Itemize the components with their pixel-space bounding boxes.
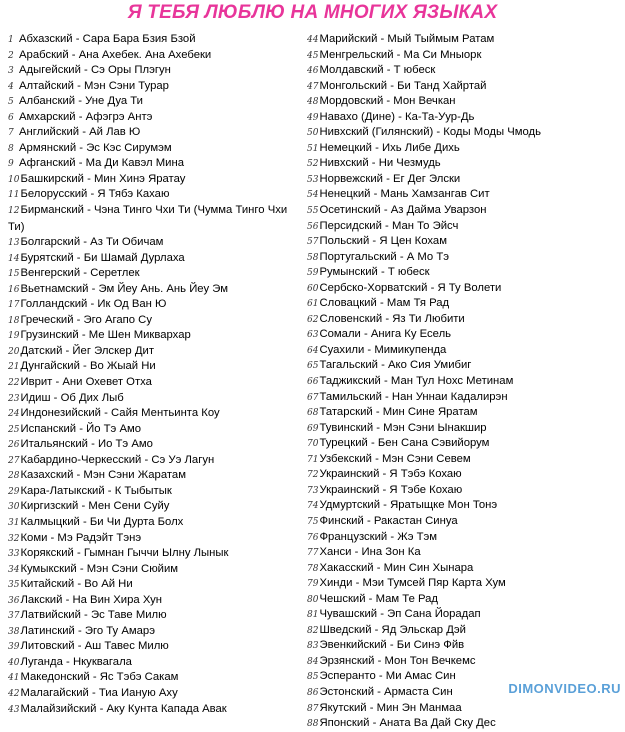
item-number: 38 <box>8 626 20 637</box>
item-text: Грузинский - Ме Шен Миквархар <box>20 329 191 342</box>
list-item <box>307 530 623 546</box>
item-text: Лакский - На Вин Хира Хун <box>20 593 162 606</box>
list-item <box>8 484 304 500</box>
item-text: Малайзийский - Аку Кунта Капада Авак <box>20 702 227 715</box>
item-number: 22 <box>8 378 20 389</box>
item-number: 71 <box>307 454 319 465</box>
item-text: Словенский - Яз Ти Любити <box>319 312 465 325</box>
item-text: Норвежский - Ег Дег Элски <box>319 172 461 185</box>
list-item <box>307 436 623 452</box>
item-number: 8 <box>8 143 14 154</box>
item-text: Суахили - Мимикупенда <box>319 343 447 356</box>
item-number: 70 <box>307 439 319 450</box>
page-title: Я ТЕБЯ ЛЮБЛЮ НА МНОГИХ ЯЗЫКАХ <box>127 2 498 23</box>
item-text: Калмыцкий - Би Чи Дурта Болх <box>20 515 184 528</box>
item-text: Хинди - Мэи Тумсей Пяр Карта Хум <box>319 577 506 590</box>
item-number: 62 <box>307 314 319 325</box>
item-number: 75 <box>307 516 319 527</box>
item-text: Луганда - Нкуквагала <box>20 655 132 668</box>
list-item <box>8 624 304 640</box>
item-number: 23 <box>8 393 20 404</box>
list-item <box>8 266 304 282</box>
list-item <box>307 545 623 561</box>
item-number: 61 <box>307 299 319 310</box>
item-text: Шведский - Яд Эльскар Дэй <box>319 623 466 636</box>
item-number: 68 <box>307 408 319 419</box>
item-text: Албанский - Уне Дуа Ти <box>19 95 143 108</box>
item-number: 57 <box>307 237 319 248</box>
item-text: Менгрельский - Ма Си Мныорк <box>319 48 482 61</box>
list-item <box>8 639 304 655</box>
list-item <box>307 514 623 530</box>
item-text: Нивхский - Ни Чезмудь <box>319 157 441 170</box>
item-text: Чувашский - Эп Сана Йорадап <box>319 608 481 621</box>
list-item <box>8 282 304 298</box>
item-text: Греческий - Эго Агапо Су <box>20 313 152 326</box>
list-item <box>8 499 304 515</box>
list-item <box>8 297 304 313</box>
item-number: 59 <box>307 268 319 279</box>
item-number: 44 <box>307 35 319 45</box>
list-item <box>8 48 304 64</box>
list-item <box>8 94 304 110</box>
list-item <box>8 203 304 235</box>
item-number: 84 <box>307 656 319 667</box>
item-number: 50 <box>307 128 319 139</box>
item-number: 14 <box>8 253 20 264</box>
item-text: Тагальский - Ако Сия Умибиг <box>319 359 472 372</box>
list-item <box>307 79 623 95</box>
item-text: Латинский - Эго Ту Амарэ <box>20 624 155 637</box>
item-text: Кумыкский - Мэн Сэни Сюйим <box>20 562 179 575</box>
list-item <box>307 125 623 141</box>
item-text: Индонезийский - Сайя Ментьинта Коу <box>20 407 220 420</box>
item-number: 65 <box>307 361 319 372</box>
item-number: 49 <box>307 112 319 123</box>
item-number: 69 <box>307 423 319 434</box>
list-item <box>307 452 623 468</box>
item-number: 30 <box>8 502 20 513</box>
item-number: 19 <box>8 331 20 342</box>
watermark: DIMONVIDEO.RU <box>508 681 621 696</box>
list-item <box>307 623 623 639</box>
item-text: Испанский - Йо Тэ Амо <box>20 422 142 435</box>
item-text: Немецкий - Ихь Либе Дихь <box>319 141 460 154</box>
item-text: Ханси - Ина Зон Ка <box>319 546 421 559</box>
item-number: 11 <box>8 190 20 201</box>
item-number: 9 <box>8 159 14 170</box>
item-number: 46 <box>307 66 319 77</box>
list-item <box>8 344 304 360</box>
list-item <box>307 219 623 235</box>
list-item <box>8 655 304 671</box>
item-text: Киргизский - Мен Сени Суйу <box>20 500 170 513</box>
item-text: Армянский - Эс Кэс Сирумэм <box>19 141 172 154</box>
item-text: Мордовский - Мон Вечкан <box>319 95 456 108</box>
item-number: 53 <box>307 174 319 185</box>
item-text: Дунгайский - Во Жыай Ни <box>20 360 156 373</box>
item-number: 21 <box>8 362 20 373</box>
item-text: Болгарский - Аз Ти Обичам <box>20 236 164 249</box>
item-number: 87 <box>307 703 319 714</box>
item-text: Польский - Я Цен Кохам <box>319 235 447 248</box>
item-number: 10 <box>8 174 20 185</box>
item-number: 17 <box>8 300 20 311</box>
item-number: 36 <box>8 595 20 606</box>
list-item <box>307 312 623 328</box>
item-text: Иврит - Ани Охевет Отха <box>20 376 152 389</box>
list-item <box>8 670 304 686</box>
list-item <box>307 172 623 188</box>
list-item <box>8 531 304 547</box>
item-text: Румынский - Т юбеск <box>319 266 430 279</box>
item-text: Эсперанто - Ми Амас Син <box>319 670 456 683</box>
item-number: 28 <box>8 471 20 482</box>
item-number: 18 <box>8 315 20 326</box>
item-text: Литовский - Аш Тавес Милю <box>20 640 169 653</box>
item-number: 43 <box>8 704 20 715</box>
item-number: 39 <box>8 642 20 653</box>
item-text: Словацкий - Мам Тя Рад <box>319 297 450 310</box>
item-number: 34 <box>8 564 20 575</box>
item-text: Бирманский - Чэна Тинго Чхи Ти (Чумма Тинго Чхи Ти) <box>8 204 288 233</box>
list-item <box>8 125 304 141</box>
list-item <box>8 437 304 453</box>
item-number: 85 <box>307 672 319 683</box>
item-number: 73 <box>307 485 319 496</box>
item-text: Башкирский - Мин Хинэ Яратау <box>20 172 186 185</box>
item-number: 66 <box>307 377 319 388</box>
item-number: 5 <box>8 97 14 108</box>
list-item <box>8 515 304 531</box>
list-item <box>8 686 304 702</box>
list-item <box>307 234 623 250</box>
item-text: Навахо (Дине) - Ка-Та-Уур-Дь <box>319 110 475 123</box>
item-number: 26 <box>8 440 20 451</box>
item-number: 6 <box>8 112 14 123</box>
item-text: Украинский - Я Тэбэ Кохаю <box>319 468 462 481</box>
item-number: 77 <box>307 548 319 559</box>
list-item <box>307 374 623 390</box>
item-number: 1 <box>8 35 14 45</box>
list-item <box>8 187 304 203</box>
item-text: Нивхский (Гилянский) - Коды Моды Чмодь <box>319 126 542 139</box>
item-text: Тамильский - Нан Уннаи Кадалирэн <box>319 390 508 403</box>
item-text: Украинский - Я Тэбе Кохаю <box>319 483 463 496</box>
list-item <box>307 327 623 343</box>
list-item <box>8 328 304 344</box>
item-number: 32 <box>8 533 20 544</box>
list-item <box>307 281 623 297</box>
item-number: 35 <box>8 580 20 591</box>
list-item <box>8 79 304 95</box>
list-item <box>307 296 623 312</box>
item-number: 7 <box>8 128 14 139</box>
item-text: Вьетнамский - Эм Йеу Ань. Ань Йеу Эм <box>20 282 229 295</box>
item-number: 31 <box>8 517 20 528</box>
item-number: 67 <box>307 392 319 403</box>
list-item <box>8 359 304 375</box>
item-number: 78 <box>307 563 319 574</box>
list-item <box>307 467 623 483</box>
item-number: 4 <box>8 81 14 92</box>
list-item <box>8 702 304 718</box>
item-number: 41 <box>8 673 20 684</box>
item-text: Эрзянский - Мон Тон Вечкемс <box>319 654 476 667</box>
item-number: 55 <box>307 206 319 217</box>
item-number: 86 <box>307 687 319 698</box>
item-number: 37 <box>8 611 20 622</box>
item-text: Тувинский - Мэн Сэни Ынакшир <box>319 421 487 434</box>
item-text: Финский - Ракастан Синуа <box>319 514 458 527</box>
list-item <box>307 203 623 219</box>
list-item <box>307 390 623 406</box>
item-text: Корякский - Гымнан Гыччи Ылну Лынык <box>20 547 229 560</box>
item-text: Китайский - Во Ай Ни <box>20 578 133 591</box>
list-item <box>307 265 623 281</box>
item-number: 27 <box>8 455 20 466</box>
item-number: 54 <box>307 190 319 201</box>
item-text: Казахский - Мэн Сэни Жаратам <box>20 469 186 482</box>
item-number: 83 <box>307 641 319 652</box>
item-text: Венгерский - Серетлек <box>20 267 140 280</box>
list-item <box>307 592 623 608</box>
item-number: 56 <box>307 221 319 232</box>
item-number: 88 <box>307 719 319 730</box>
list-item <box>8 608 304 624</box>
list-item <box>8 110 304 126</box>
list-item <box>8 406 304 422</box>
item-text: Сербско-Хорватский - Я Ту Волети <box>319 281 502 294</box>
item-text: Итальянский - Ио Тэ Амо <box>20 438 153 451</box>
item-text: Македонский - Яс Тэбэ Сакам <box>20 671 179 684</box>
item-text: Арабский - Ана Ахебек. Ана Ахебеки <box>19 48 212 61</box>
item-text: Голландский - Ик Од Ван Ю <box>20 298 167 311</box>
item-number: 52 <box>307 159 319 170</box>
list-item <box>8 251 304 267</box>
item-number: 20 <box>8 346 20 357</box>
list-item <box>8 63 304 79</box>
item-text: Осетинский - Аз Дайма Уварзон <box>319 204 487 217</box>
list-item <box>307 110 623 126</box>
list-item <box>307 187 623 203</box>
item-text: Японский - Аната Ва Дай Ску Дес <box>319 717 496 730</box>
list-item <box>307 716 623 732</box>
list-item <box>8 375 304 391</box>
list-item <box>307 638 623 654</box>
item-text: Идиш - Об Дих Лыб <box>20 391 124 404</box>
item-text: Татарский - Мин Сине Яратам <box>319 406 478 419</box>
item-text: Хакасский - Мин Син Хынара <box>319 561 474 574</box>
list-item <box>8 577 304 593</box>
item-number: 2 <box>8 50 14 61</box>
item-number: 40 <box>8 657 20 668</box>
item-text: Персидский - Ман То Эйсч <box>319 219 459 232</box>
list-item <box>307 405 623 421</box>
item-number: 60 <box>307 283 319 294</box>
list-item <box>307 250 623 266</box>
list-item <box>307 48 623 64</box>
list-item <box>307 343 623 359</box>
item-number: 81 <box>307 610 319 621</box>
list-item <box>307 498 623 514</box>
list-item <box>307 654 623 670</box>
list-item <box>8 562 304 578</box>
item-number: 48 <box>307 97 319 108</box>
list-item <box>307 32 623 48</box>
item-number: 24 <box>8 409 20 420</box>
item-text: Бурятский - Би Шамай Дурлаха <box>20 251 185 264</box>
item-number: 74 <box>307 501 319 512</box>
list-item <box>307 561 623 577</box>
item-text: Кабардино-Черкесский - Сэ Уэ Лагун <box>20 453 215 466</box>
item-number: 63 <box>307 330 319 341</box>
item-text: Таджикский - Ман Тул Нохс Метинам <box>319 375 514 388</box>
item-number: 58 <box>307 252 319 263</box>
item-number: 80 <box>307 594 319 605</box>
item-number: 72 <box>307 470 319 481</box>
item-number: 25 <box>8 424 20 435</box>
item-text: Коми - Мэ Радэйт Тэнэ <box>20 531 142 544</box>
list-item <box>8 32 304 48</box>
list-item <box>8 141 304 157</box>
item-text: Кара-Латыкский - К Тыбытык <box>20 484 172 497</box>
item-text: Чешский - Мам Те Рад <box>319 592 439 605</box>
item-text: Монгольский - Би Танд Хайртай <box>319 79 487 92</box>
item-number: 47 <box>307 81 319 92</box>
list-item <box>307 607 623 623</box>
item-number: 16 <box>8 284 20 295</box>
item-number: 42 <box>8 688 20 699</box>
list-item <box>307 421 623 437</box>
list-item <box>8 422 304 438</box>
item-text: Португальский - А Мо Тэ <box>319 250 450 263</box>
list-item <box>307 483 623 499</box>
item-number: 15 <box>8 269 20 280</box>
item-text: Афганский - Ма Ди Кавэл Мина <box>19 157 185 170</box>
list-item <box>8 313 304 329</box>
list-item <box>307 701 623 717</box>
item-number: 13 <box>8 238 20 249</box>
list-item <box>307 358 623 374</box>
list-item <box>307 156 623 172</box>
list-item <box>8 546 304 562</box>
item-number: 29 <box>8 486 20 497</box>
list-item <box>307 141 623 157</box>
item-text: Эвенкийский - Би Синэ Фйв <box>319 639 465 652</box>
list-item <box>8 156 304 172</box>
item-text: Турецкий - Бен Сана Сэвийорум <box>319 437 490 450</box>
item-text: Белорусский - Я Тябэ Кахаю <box>20 188 170 201</box>
item-text: Марийский - Мый Тыймым Ратам <box>319 33 495 45</box>
item-text: Амхарский - Афэгрэ Антэ <box>19 110 153 123</box>
item-number: 51 <box>307 143 319 154</box>
item-number: 3 <box>8 66 14 77</box>
list-item <box>307 94 623 110</box>
list-item <box>8 468 304 484</box>
item-number: 45 <box>307 50 319 61</box>
item-number: 64 <box>307 345 319 356</box>
list-item <box>8 391 304 407</box>
item-text: Французский - Жэ Тэм <box>319 530 438 543</box>
list-item <box>8 172 304 188</box>
item-text: Алтайский - Мэн Сэни Турар <box>19 79 169 92</box>
item-text: Якутский - Мин Эн Манмаа <box>319 701 462 714</box>
item-text: Малагайский - Тиа Ианую Аху <box>20 686 178 699</box>
item-text: Абхазский - Сара Бара Бзия Бзой <box>19 33 196 45</box>
list-item <box>307 63 623 79</box>
item-number: 79 <box>307 579 319 590</box>
item-text: Ненецкий - Мань Хамзангав Сит <box>319 188 490 201</box>
item-text: Английский - Ай Лав Ю <box>19 126 141 139</box>
list-item <box>307 576 623 592</box>
item-text: Молдавский - Т юбеск <box>319 64 436 77</box>
item-text: Сомали - Анига Ку Есель <box>319 328 452 341</box>
list-item <box>8 235 304 251</box>
item-text: Адыгейский - Сэ Оры Плэгун <box>19 64 171 77</box>
item-number: 33 <box>8 549 20 560</box>
item-text: Латвийский - Эс Таве Милю <box>20 609 167 622</box>
language-list-left <box>8 32 304 717</box>
item-text: Узбекский - Мэн Сэни Севем <box>319 452 471 465</box>
list-item <box>8 453 304 469</box>
item-number: 76 <box>307 532 319 543</box>
item-text: Датский - Йег Элскер Дит <box>20 344 154 357</box>
item-number: 12 <box>8 206 20 217</box>
list-item <box>8 593 304 609</box>
item-text: Эстонский - Армаста Син <box>319 685 453 698</box>
item-text: Удмуртский - Яратыщке Мон Тонэ <box>319 499 498 512</box>
item-number: 82 <box>307 625 319 636</box>
language-list-right <box>307 32 623 732</box>
